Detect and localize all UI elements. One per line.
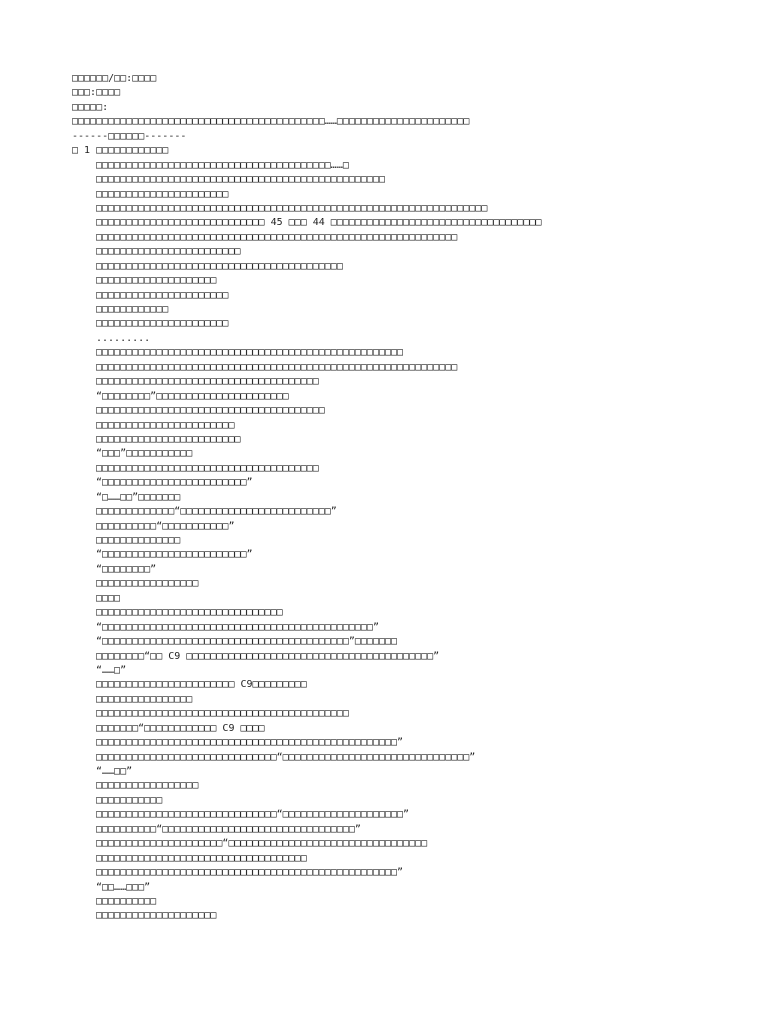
body-line: □□□□□□□□□□□□□□□□□□□□□□□□□□□□□□□□□□□□□□□□□□□□□□□□ [96,174,385,186]
body-line: □□□□□□□□□□□□□□□□□□□□□□ [96,188,229,200]
body-line: □□□□□□□□□□□□□□□□□□□□□□□□ [96,246,241,258]
body-line: □□□□□□□□□□□□□□□□□□□□□□□□□□□□□□□□□□□□□□□□□□ [96,708,349,720]
body-line: □□□□□□□□□□□□□□□□□□□□□□□□□□□□□□□□□□□ [96,852,307,864]
body-line: “□□□□□□□□”□□□□□□□□□□□□□□□□□□□□□□ [96,390,289,402]
body-line: □□□□ [96,592,121,604]
header-line: □ 1 □□□□□□□□□□□□ [72,145,169,157]
body-line: □□□□□□□□□□□□□□□□□□□□ [96,275,217,287]
body-line: “□□□□□□□□□□□□□□□□□□□□□□□□” [96,477,253,489]
body-line: □□□□□□□□□□□□□□□□□□□□□□ [96,289,229,301]
body-line: □□□□□□□□□□□□□□□□□□□□□□□□□□□□□□□ [96,607,283,619]
document-page [72,72,732,924]
body-line: □□□□□□□□□□□□□□□□□□□□□□□□□□□□□□□□□□□□□□□□□□□□□□□□□□□□□□□□□□□□ [96,231,458,243]
body-line: □□□□□□□□□□□□□□□□□□□□□□□□□□□□ 45 □□□ 44 □□□□□□□□□□□□□□□□□□□□□□□□□□□□□□□□□□□ [96,217,542,229]
body-line: □□□□□□□□□□□□□□□□ [96,693,193,705]
body-line: □□□□□□□□□□□□□□□□□□□□□□□□□□□□□□□□□□□□□□□……□ [96,159,349,171]
body-line: □□□□□□□□□□□□□□□□□□□□□□□ C9□□□□□□□□□ [96,679,307,691]
body-line: ......... [96,332,151,344]
body-line: □□□□□□□□□□□□□□□□□□□□□□□ [96,419,235,431]
body-line: □□□□□□□□□□□□□□□□□□□□□□ [96,318,229,330]
body-line: “……□□” [96,766,133,777]
body-line: “……□” [96,664,127,676]
body-line: □□□□□□□□□□□□□□□□□□□□□□□□□□□□□□□□□□□□□□□□□□□□□□□□□□□□□□□□□□□□ [96,361,458,373]
body-line: □□□□□□□□□□□□□“□□□□□□□□□□□□□□□□□□□□□□□□□” [96,506,337,518]
body-line: □□□□□□□□□□□□□□ [96,535,181,546]
body-line: □□□□□□□□□□ [96,895,157,907]
body-line: “□□□”□□□□□□□□□□□ [96,448,193,460]
header-line: □□□□□□□□□□□□□□□□□□□□□□□□□□□□□□□□□□□□□□□□□□……□□□□□□□□□□□□□□□□□□□□□□ [72,116,470,128]
body-line: “□□□□□□□□□□□□□□□□□□□□□□□□□□□□□□□□□□□□□□□□□”□□□□□□□ [96,636,398,648]
body-line: □□□□□□□□□□□□□□□□□ [96,578,199,590]
body-line: “□□□□□□□□” [96,563,157,575]
body-line: □□□□□□□□□□□□□□□□□□□□□□□□□□□□□□□□□□□□□ [96,462,319,474]
body-line: □□□□□□□□□□□□□□□□□□□□□□□□□□□□□□“□□□□□□□□□□□□□□□□□□□□□□□□□□□□□□□” [96,751,476,763]
body-line: □□□□□□□□□□□□□□□□□ [96,780,199,792]
body-line: □□□□□□□□□□□□□□□□□□□□□□□□□□□□□□□□□□□□□□□□□□□□□□□□□□” [96,737,404,749]
header-line: ------□□□□□□------- [72,130,187,142]
header-line: □□□□□: [72,101,109,113]
body-line: □□□□□□□□□□□□□□□□□□□□□□□□□□□□□□□□□□□□□□□□□□□□□□□□□□” [96,867,404,879]
document-header [72,72,732,159]
body-line: □□□□□□□□□□□□ [96,304,169,315]
body-line: “□□……□□□” [96,881,151,893]
body-line: □□□□□□□□□□□□□□□□□□□□□□□□□□□□□□□□□□□□□□□□□ [96,260,343,272]
body-line: □□□□□□□□□□“□□□□□□□□□□□□□□□□□□□□□□□□□□□□□□□□” [96,823,361,835]
body-line: □□□□□□□□□□“□□□□□□□□□□□” [96,520,235,532]
body-line: □□□□□□□□□□□□□□□□□□□□□□□□□□□□□□□□□□□□□□ [96,405,325,417]
header-line: □□□:□□□□ [72,87,121,99]
body-line: □□□□□□□□□□□□□□□□□□□□□□□□□□□□□□□□□□□□□ [96,376,319,388]
body-line: “□……□□”□□□□□□□ [96,491,181,503]
body-line: □□□□□□□□□□□□□□□□□□□□□□□□ [96,433,241,445]
body-line: “□□□□□□□□□□□□□□□□□□□□□□□□” [96,549,253,561]
body-line: □□□□□□□□□□□□□□□□□□□□ [96,910,217,922]
body-line: □□□□□□□□“□□ C9 □□□□□□□□□□□□□□□□□□□□□□□□□□□□□□□□□□□□□□□□□” [96,650,440,662]
body-line: □□□□□□□□□□□□□□□□□□□□□“□□□□□□□□□□□□□□□□□□□□□□□□□□□□□□□□□ [96,838,428,850]
body-line: □□□□□□□□□□□□□□□□□□□□□□□□□□□□□□“□□□□□□□□□□□□□□□□□□□□” [96,809,410,821]
body-line: □□□□□□□“□□□□□□□□□□□□ C9 □□□□ [96,722,265,734]
body-line: □□□□□□□□□□□□□□□□□□□□□□□□□□□□□□□□□□□□□□□□□□□□□□□□□□□□□□□□□□□□□□□□□ [96,202,488,214]
body-line: □□□□□□□□□□□ [96,794,163,806]
header-line: □□□□□□/□□:□□□□ [72,73,157,84]
body-line: “□□□□□□□□□□□□□□□□□□□□□□□□□□□□□□□□□□□□□□□□□□□□□” [96,621,379,633]
body-line: □□□□□□□□□□□□□□□□□□□□□□□□□□□□□□□□□□□□□□□□□□□□□□□□□□□ [96,347,404,359]
document-body [72,159,732,924]
